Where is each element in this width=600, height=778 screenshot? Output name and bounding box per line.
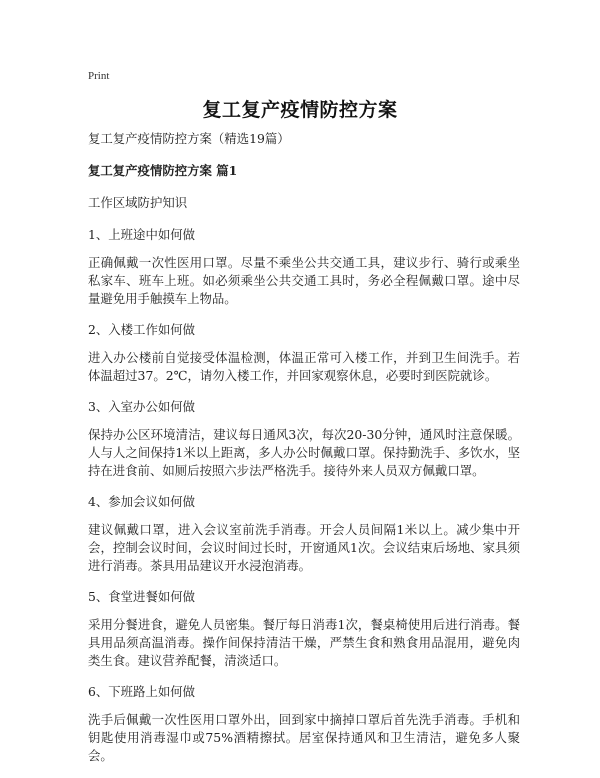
section-paragraph: 正确佩戴一次性医用口罩。尽量不乘坐公共交通工具，建议步行、骑行或乘坐私家车、班车上班。如必须乘坐公共交通工具时，务必全程佩戴口罩。途中尽量避免用手触摸车上物品。	[88, 255, 520, 306]
section-title: 复工复产疫情防控方案 篇1	[88, 163, 238, 178]
section-heading: 4、参加会议如何做	[88, 494, 196, 509]
section-paragraph: 采用分餐进食，避免人员密集。餐厅每日消毒1次，餐桌椅使用后进行消毒。餐具用品须高温消毒。操作间保持清洁干燥，严禁生食和熟食用品混用，避免肉类生食。建议营养配餐，清淡适口。	[88, 617, 520, 668]
section-heading: 2、入楼工作如何做	[88, 322, 196, 337]
print-label[interactable]: Print	[88, 70, 110, 82]
document-body	[88, 130, 520, 778]
intro-text: 工作区域防护知识	[88, 195, 188, 210]
section-heading: 5、食堂进餐如何做	[88, 589, 196, 604]
section-paragraph: 保持办公区环境清洁，建议每日通风3次，每次20-30分钟，通风时注意保暖。人与人之间保持1米以上距离，多人办公时佩戴口罩。保持勤洗手、多饮水，坚持在进食前、如厕后按照六步法严格洗手。接待外来人员双方佩戴口罩。	[88, 427, 520, 478]
section-heading: 1、上班途中如何做	[88, 227, 196, 242]
section-heading: 3、入室办公如何做	[88, 399, 196, 414]
document-subtitle: 复工复产疫情防控方案（精选19篇）	[88, 131, 290, 146]
document-title: 复工复产疫情防控方案	[202, 99, 398, 121]
section-paragraph: 进入办公楼前自觉接受体温检测，体温正常可入楼工作，并到卫生间洗手。若体温超过37。2℃，请勿入楼工作，并回家观察休息，必要时到医院就诊。	[88, 350, 520, 383]
section-paragraph: 洗手后佩戴一次性医用口罩外出，回到家中摘掉口罩后首先洗手消毒。手机和钥匙使用消毒湿巾或75%酒精擦拭。居室保持通风和卫生清洁，避免多人聚会。	[88, 712, 520, 763]
section-paragraph: 建议佩戴口罩，进入会议室前洗手消毒。开会人员间隔1米以上。减少集中开会，控制会议时间，会议时间过长时，开窗通风1次。会议结束后场地、家具须进行消毒。茶具用品建议开水浸泡消毒。	[88, 522, 520, 573]
section-heading: 6、下班路上如何做	[88, 684, 196, 699]
